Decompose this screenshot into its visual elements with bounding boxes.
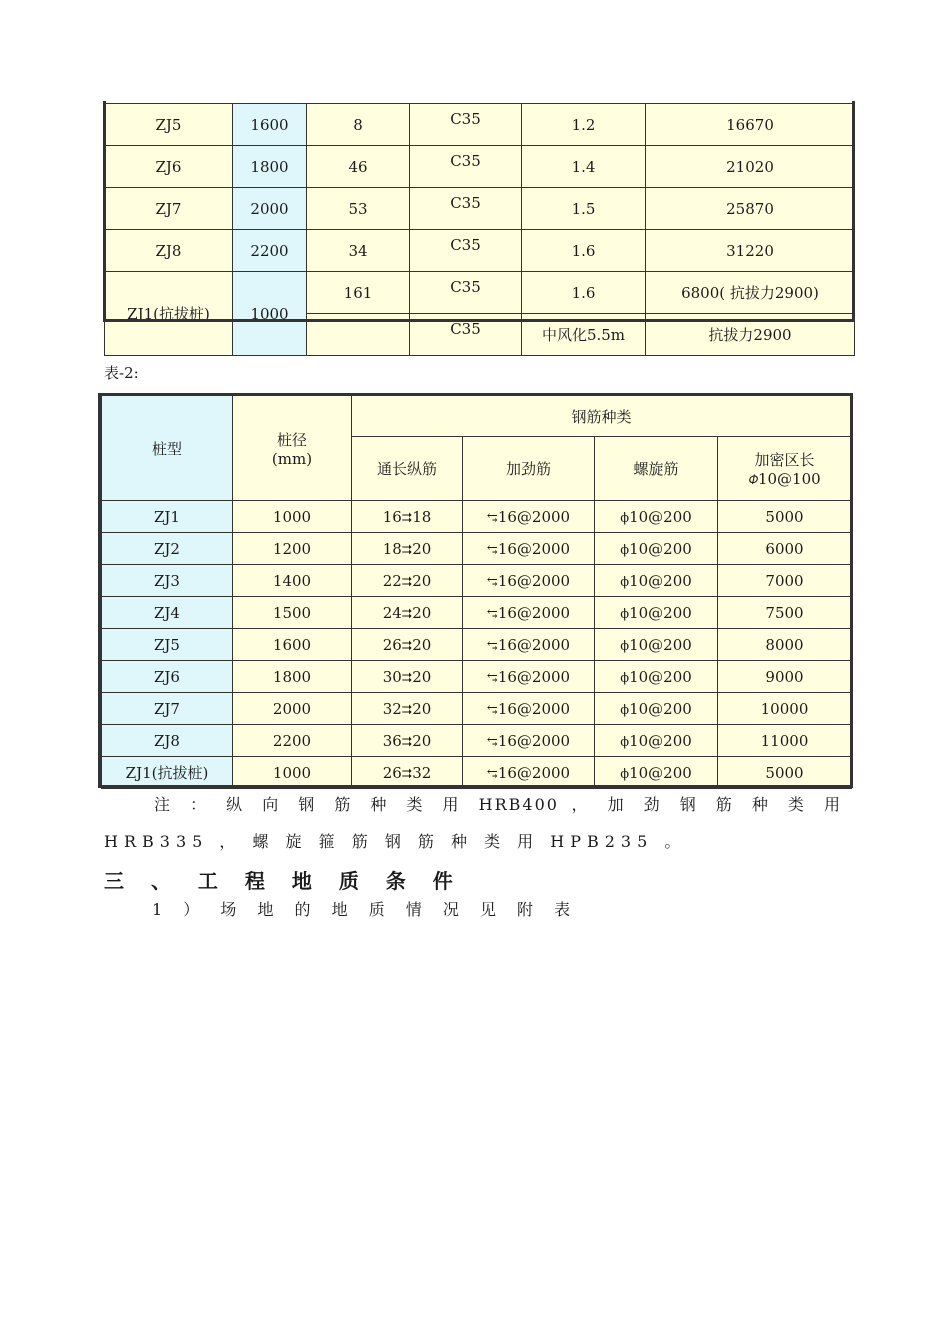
dense-zone-cell: 7000 [718,565,852,597]
capacity-cell: 25870 [646,188,855,230]
rebar-size: 20 [412,635,432,654]
count-cell: 8 [307,104,410,146]
header-dense-zone [718,437,852,501]
concrete-cell: C35 [410,314,522,356]
diameter-cell: 1000 [233,501,352,533]
diameter-cell: 2200 [233,230,307,272]
reinforcement-table [101,395,852,789]
hpb-rebar-icon: ϕ [620,574,630,590]
hrb335-rebar-icon: ⥃ [486,574,498,590]
spiral-rebar-cell [595,629,718,661]
rebar-count: 24 [382,603,402,622]
capacity-cell: 21020 [646,146,855,188]
hrb400-rebar-icon: ⮆ [401,670,413,686]
spiral-spec: 10@200 [629,603,692,622]
capacity-cell: 31220 [646,230,855,272]
pile-type-cell: ZJ8 [105,230,233,272]
diameter-cell: 1000 [233,272,307,356]
hpb-rebar-icon: ϕ [620,510,630,526]
spiral-spec: 10@200 [629,507,692,526]
table-row [102,629,852,661]
spiral-spec: 10@200 [629,635,692,654]
value-cell: 1.5 [522,188,646,230]
dense-zone-cell: 10000 [718,693,852,725]
header-row [102,396,852,437]
diameter-cell: 1500 [233,597,352,629]
spiral-spec: 10@200 [629,571,692,590]
stiffener-rebar-cell [463,757,595,789]
hrb335-rebar-icon: ⥃ [486,670,498,686]
dense-zone-cell: 9000 [718,661,852,693]
stiffener-rebar-cell [463,629,595,661]
rebar-size: 18 [412,507,432,526]
stiffener-spec: 16@2000 [497,699,571,718]
diameter-cell: 1000 [233,757,352,789]
stiffener-rebar-cell [463,661,595,693]
rebar-count: 32 [382,699,402,718]
diameter-cell: 1400 [233,565,352,597]
table-row [105,230,855,272]
hrb335-rebar-icon: ⥃ [486,542,498,558]
concrete-cell: C35 [410,188,522,230]
rebar-size: 20 [412,539,432,558]
table2-label: 表-2: [104,364,139,382]
stiffener-spec: 16@2000 [497,507,571,526]
hpb-rebar-icon: ϕ [620,734,630,750]
hpb-rebar-icon: ϕ [620,542,630,558]
concrete-cell: C35 [410,230,522,272]
pile-type-cell: ZJ5 [102,629,233,661]
value-cell: 1.2 [522,104,646,146]
longitudinal-rebar-cell [352,597,463,629]
stiffener-rebar-cell [463,725,595,757]
table-row [102,565,852,597]
spiral-rebar-cell [595,565,718,597]
hrb335-rebar-icon: ⥃ [486,638,498,654]
spiral-spec: 10@200 [629,539,692,558]
rebar-size: 20 [412,699,432,718]
value-cell: 1.6 [522,230,646,272]
longitudinal-rebar-cell [352,661,463,693]
rebar-count: 22 [382,571,402,590]
diameter-cell: 1200 [233,533,352,565]
pile-type-cell: ZJ7 [102,693,233,725]
stiffener-spec: 16@2000 [497,539,571,558]
hpb-rebar-icon: 𝛷 [748,473,758,489]
table-row [105,146,855,188]
header-rebar-group: 钢筋种类 [352,396,852,437]
table-row [105,272,855,314]
rebar-size: 20 [412,571,432,590]
hpb-rebar-icon: ϕ [620,670,630,686]
dense-zone-cell: 7500 [718,597,852,629]
diameter-cell: 2000 [233,188,307,230]
hpb-rebar-icon: ϕ [620,638,630,654]
longitudinal-rebar-cell [352,533,463,565]
capacity-cell: 16670 [646,104,855,146]
stiffener-spec: 16@2000 [497,571,571,590]
hrb400-rebar-icon: ⮆ [401,574,413,590]
concrete-cell: C35 [410,146,522,188]
rebar-count: 26 [382,635,402,654]
rebar-count: 16 [382,507,402,526]
spiral-rebar-cell [595,757,718,789]
value-cell: 1.6 [522,272,646,314]
hrb400-rebar-icon: ⮆ [401,606,413,622]
dense-zone-cell: 5000 [718,757,852,789]
pile-type-cell: ZJ6 [105,146,233,188]
pile-type-cell: ZJ1(抗拔桩) [102,757,233,789]
hrb400-rebar-icon: ⮆ [401,702,413,718]
stiffener-rebar-cell [463,565,595,597]
dense-zone-cell: 6000 [718,533,852,565]
stiffener-spec: 16@2000 [497,603,571,622]
dense-zone-cell: 5000 [718,501,852,533]
table-row [105,188,855,230]
note-line-2: HRB335 ， 螺 旋 箍 筋 钢 筋 种 类 用 HPB235 。 [104,832,687,851]
hrb400-rebar-icon: ⮆ [401,542,413,558]
hrb400-rebar-icon: ⮆ [401,638,413,654]
stiffener-rebar-cell [463,501,595,533]
rebar-size: 20 [412,667,432,686]
section-heading: 三 、 工 程 地 质 条 件 [104,869,463,893]
concrete-cell: C35 [410,104,522,146]
table-row [105,104,855,146]
table-row [102,757,852,789]
hrb335-rebar-icon: ⥃ [486,606,498,622]
hrb400-rebar-icon: ⮆ [401,766,413,782]
hrb400-rebar-icon: ⮆ [401,734,413,750]
rebar-count: 30 [382,667,402,686]
diameter-cell: 2200 [233,725,352,757]
rebar-count: 26 [382,763,402,782]
diameter-cell: 1600 [233,104,307,146]
spiral-rebar-cell [595,661,718,693]
spiral-rebar-cell [595,693,718,725]
rebar-size: 20 [412,731,432,750]
count-cell: 34 [307,230,410,272]
longitudinal-rebar-cell [352,501,463,533]
hrb335-rebar-icon: ⥃ [486,702,498,718]
value-cell: 中风化5.5m [522,314,646,356]
spiral-rebar-cell [595,501,718,533]
pile-type-cell: ZJ8 [102,725,233,757]
diameter-cell: 1800 [233,146,307,188]
table-row [102,533,852,565]
pile-type-cell: ZJ6 [102,661,233,693]
capacity-cell: 抗拔力2900 [646,314,855,356]
pile-type-cell: ZJ1(抗拔桩) [105,272,233,356]
pile-type-cell: ZJ7 [105,188,233,230]
stiffener-spec: 16@2000 [497,763,571,782]
longitudinal-rebar-cell [352,757,463,789]
stiffener-rebar-cell [463,533,595,565]
dense-zone-cell: 11000 [718,725,852,757]
stiffener-spec: 16@2000 [497,731,571,750]
pile-type-cell: ZJ5 [105,104,233,146]
concrete-cell: C35 [410,272,522,314]
pile-type-cell: ZJ4 [102,597,233,629]
header-stiffener: 加劲筋 [463,437,595,501]
pile-type-cell: ZJ1 [102,501,233,533]
hpb-rebar-icon: ϕ [620,606,630,622]
table-row [102,661,852,693]
header-pile-type: 桩型 [102,396,233,501]
header-spiral: 螺旋筋 [595,437,718,501]
table-row [102,693,852,725]
stiffener-rebar-cell [463,693,595,725]
rebar-size: 20 [412,603,432,622]
dense-zone-cell: 8000 [718,629,852,661]
value-cell: 1.4 [522,146,646,188]
capacity-cell: 6800( 抗拔力2900) [646,272,855,314]
pile-capacity-table [104,103,855,356]
diameter-cell: 1600 [233,629,352,661]
spiral-rebar-cell [595,725,718,757]
count-cell: 46 [307,146,410,188]
stiffener-spec: 16@2000 [497,635,571,654]
hrb400-rebar-icon: ⮆ [401,510,413,526]
rebar-count: 18 [382,539,402,558]
count-cell: 53 [307,188,410,230]
longitudinal-rebar-cell [352,565,463,597]
pile-type-cell: ZJ2 [102,533,233,565]
hrb335-rebar-icon: ⥃ [486,766,498,782]
diameter-cell: 1800 [233,661,352,693]
stiffener-rebar-cell [463,597,595,629]
table-row [102,501,852,533]
spiral-spec: 10@200 [629,731,692,750]
spiral-spec: 10@200 [629,763,692,782]
header-diameter-unit: (mm) [271,449,313,468]
header-longitudinal: 通长纵筋 [352,437,463,501]
header-diameter [233,396,352,501]
rebar-count: 36 [382,731,402,750]
header-dense-label: 加密区长 [754,451,815,470]
hrb335-rebar-icon: ⥃ [486,510,498,526]
note-line-1: 注 ： 纵 向 钢 筋 种 类 用 HRB400 ， 加 劲 钢 筋 种 类 用 [154,795,842,814]
hpb-rebar-icon: ϕ [620,766,630,782]
spiral-spec: 10@200 [629,667,692,686]
count-cell [307,314,410,356]
table-row [102,725,852,757]
spiral-spec: 10@200 [629,699,692,718]
rebar-size: 32 [412,763,432,782]
diameter-cell: 2000 [233,693,352,725]
hrb335-rebar-icon: ⥃ [486,734,498,750]
longitudinal-rebar-cell [352,693,463,725]
spiral-rebar-cell [595,533,718,565]
longitudinal-rebar-cell [352,725,463,757]
header-diameter-label: 桩径 [276,430,307,449]
count-cell: 161 [307,272,410,314]
paragraph: 1 ） 场 地 的 地 质 情 况 见 附 表 [152,900,579,919]
header-dense-sub: 10@100 [757,470,821,489]
hpb-rebar-icon: ϕ [620,702,630,718]
spiral-rebar-cell [595,597,718,629]
pile-type-cell: ZJ3 [102,565,233,597]
table-row [102,597,852,629]
stiffener-spec: 16@2000 [497,667,571,686]
longitudinal-rebar-cell [352,629,463,661]
